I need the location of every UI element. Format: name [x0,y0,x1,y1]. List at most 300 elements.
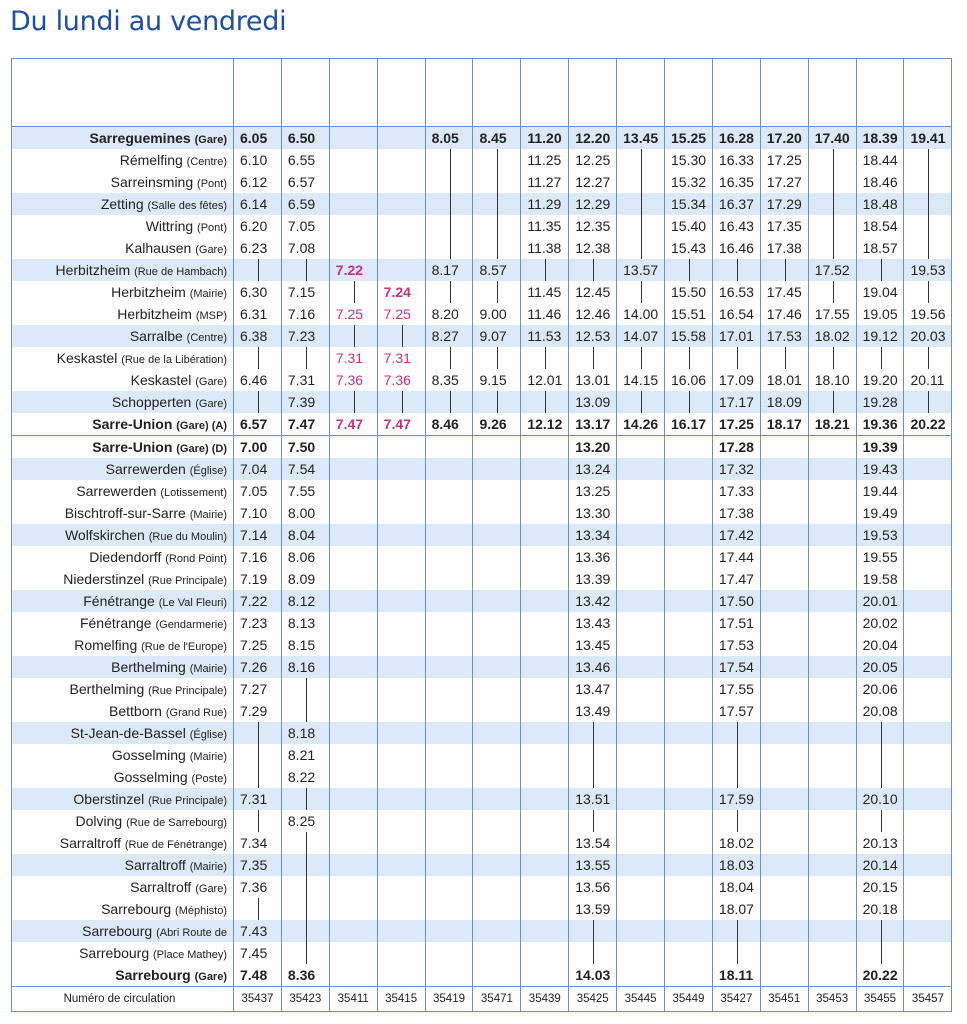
departure-time [760,347,808,369]
departure-time [665,810,713,832]
time-value: 7.16 [287,306,316,322]
departure-time [760,744,808,766]
departure-time [665,722,713,744]
time-value: 13.59 [575,901,611,917]
departure-time [521,193,569,215]
departure-time [281,832,329,854]
time-value: 17.47 [718,571,754,587]
departure-time [856,744,904,766]
stop-place: (Pont) [197,222,227,234]
time-value: 15.43 [671,240,707,256]
departure-time [377,612,425,634]
departure-time [712,480,760,502]
departure-time [712,612,760,634]
departure-time [904,788,952,810]
time-value: 16.35 [718,174,754,190]
departure-time [425,281,473,303]
departure-time [425,744,473,766]
departure-time [473,634,521,656]
departure-time [329,215,377,237]
departure-time [234,546,282,568]
stop-name [12,524,234,546]
departure-time [425,347,473,369]
stop-name [12,325,234,347]
stop-place: (Gare) [195,398,227,410]
departure-time [712,832,760,854]
departure-time [904,347,952,369]
circulation-number: 35415 [377,987,425,1012]
stop-place: (Mairie) [189,751,227,763]
page-title: Du lundi au vendredi [10,6,287,37]
circulation-number: 35455 [856,987,904,1012]
table-row [12,612,952,634]
departure-time [234,325,282,347]
stop-name [12,303,234,325]
departure-time [234,436,282,459]
time-value: 13.17 [575,416,611,432]
circulation-number: 35449 [665,987,713,1012]
time-value: 6.50 [287,130,316,146]
stop-place: (Gendarmerie) [155,619,227,631]
time-value: 7.50 [287,439,316,455]
time-value: 6.30 [240,284,268,300]
departure-time [856,832,904,854]
departure-time [473,744,521,766]
departure-time [377,942,425,964]
time-value: 8.09 [287,571,316,587]
time-value: 14.15 [623,372,659,388]
time-value: 17.42 [718,527,754,543]
time-value: 7.26 [240,659,268,675]
departure-time [521,898,569,920]
time-value: 18.04 [718,879,754,895]
departure-time [712,458,760,480]
departure-time [760,171,808,193]
time-value: 17.25 [718,416,754,432]
departure-time [425,964,473,987]
departure-time [617,810,665,832]
circulation-number: 35451 [760,987,808,1012]
departure-time [904,480,952,502]
departure-time [473,171,521,193]
departure-time [712,215,760,237]
time-value: 12.38 [575,240,611,256]
departure-time [760,898,808,920]
departure-time [377,281,425,303]
time-value: 13.46 [575,659,611,675]
time-value: 7.34 [240,835,268,851]
departure-time [425,524,473,546]
departure-time [808,524,856,546]
time-value: 20.14 [862,857,898,873]
departure-time [760,369,808,391]
departure-time [329,347,377,369]
time-value: 17.44 [718,549,754,565]
departure-time [377,788,425,810]
time-value: 11.53 [527,328,562,344]
departure-time [856,413,904,436]
departure-time [425,546,473,568]
table-row [12,127,952,150]
time-value: 7.25 [383,306,411,322]
departure-time [904,237,952,259]
stop-name [12,215,234,237]
departure-time [760,127,808,150]
departure-time [569,149,617,171]
time-value: 18.10 [814,372,850,388]
departure-time [712,744,760,766]
departure-time [425,634,473,656]
departure-time [808,281,856,303]
time-value: 12.20 [575,130,611,146]
time-value: 18.03 [718,857,754,873]
stop-place: (Rue Principale) [148,795,227,807]
table-row [12,171,952,193]
time-value: 15.58 [671,328,707,344]
time-value: 20.03 [910,328,946,344]
stop-town: Dolving [75,813,123,829]
stop-town: Fénétrange [79,615,152,631]
time-value: 7.43 [240,923,268,939]
departure-time [904,502,952,524]
departure-time [425,436,473,459]
departure-time [665,480,713,502]
stop-name [12,590,234,612]
time-value: 17.09 [718,372,754,388]
stop-name [12,347,234,369]
departure-time [377,325,425,347]
departure-time [856,281,904,303]
time-value: 6.46 [240,372,268,388]
time-value: 17.20 [766,130,802,146]
departure-time [234,413,282,436]
table-row [12,876,952,898]
stop-name [12,942,234,964]
departure-time [808,149,856,171]
departure-time [234,458,282,480]
departure-time [856,524,904,546]
departure-time [760,766,808,788]
time-value: 7.23 [240,615,268,631]
departure-time [904,700,952,722]
stop-name [12,127,234,150]
time-value: 7.04 [240,461,268,477]
time-value: 18.46 [862,174,898,190]
header-cell [760,59,808,127]
departure-time [377,259,425,281]
departure-time [856,568,904,590]
time-value: 18.44 [862,152,898,168]
departure-time [617,303,665,325]
departure-time [425,920,473,942]
departure-time [712,656,760,678]
departure-time [281,193,329,215]
departure-time [234,920,282,942]
departure-time [617,876,665,898]
time-value: 12.01 [527,372,563,388]
departure-time [329,656,377,678]
departure-time [521,303,569,325]
time-value: 7.00 [240,439,268,455]
departure-time [617,634,665,656]
time-value: 6.23 [240,240,268,256]
departure-time [281,480,329,502]
departure-time [473,568,521,590]
stop-name [12,193,234,215]
time-value: 19.12 [862,328,898,344]
departure-time [904,325,952,347]
circulation-number: 35437 [234,987,282,1012]
departure-time [617,678,665,700]
departure-time [904,766,952,788]
departure-time [473,590,521,612]
departure-time [617,215,665,237]
departure-time [329,700,377,722]
time-value: 6.59 [287,196,316,212]
departure-time [329,149,377,171]
time-value: 7.24 [383,284,411,300]
time-value: 20.02 [862,615,898,631]
departure-time [281,766,329,788]
stop-place: (Lotissement) [160,487,227,499]
departure-time [712,281,760,303]
departure-time [521,215,569,237]
departure-time [569,193,617,215]
time-value: 16.28 [718,130,754,146]
time-value: 17.32 [718,461,754,477]
header-cell [617,59,665,127]
time-value: 6.38 [240,328,268,344]
departure-time [856,458,904,480]
time-value: 6.05 [240,130,268,146]
departure-time [760,722,808,744]
departure-time [904,303,952,325]
departure-time [234,810,282,832]
departure-time [377,854,425,876]
time-value: 8.21 [287,747,316,763]
departure-time [234,281,282,303]
stop-place: (Rue du Moulin) [148,531,227,543]
departure-time [808,854,856,876]
departure-time [281,347,329,369]
departure-time [808,458,856,480]
time-value: 13.30 [575,505,611,521]
departure-time [425,215,473,237]
departure-time [425,458,473,480]
departure-time [521,920,569,942]
departure-time [665,171,713,193]
departure-time [473,502,521,524]
time-value: 18.17 [766,416,802,432]
header-cell [425,59,473,127]
time-value: 14.03 [575,967,611,983]
circulation-label: Numéro de circulation [12,987,234,1012]
header-cell [12,59,234,127]
departure-time [521,612,569,634]
time-value: 11.35 [527,218,562,234]
departure-time [234,391,282,413]
departure-time [904,810,952,832]
stop-place: (Gare) [194,134,227,146]
departure-time [665,788,713,810]
stop-name [12,259,234,281]
time-value: 13.20 [575,439,611,455]
departure-time [904,854,952,876]
departure-time [808,303,856,325]
stop-town: Sarraltroff [124,857,186,873]
departure-time [856,303,904,325]
table-row [12,347,952,369]
departure-time [281,502,329,524]
departure-time [329,546,377,568]
departure-time [760,832,808,854]
departure-time [904,942,952,964]
departure-time [856,942,904,964]
stop-name [12,502,234,524]
time-value: 8.25 [287,813,316,829]
departure-time [329,127,377,150]
departure-time [808,656,856,678]
departure-time [712,920,760,942]
departure-time [569,920,617,942]
departure-time [904,964,952,987]
departure-time [521,391,569,413]
departure-time [473,391,521,413]
departure-time [281,127,329,150]
time-value: 8.36 [287,967,316,983]
table-row [12,964,952,987]
time-value: 7.36 [383,372,411,388]
stop-name [12,700,234,722]
departure-time [329,964,377,987]
departure-time [281,458,329,480]
departure-time [665,854,713,876]
time-value: 19.20 [862,372,898,388]
stop-town: Sarreguemines [89,130,191,146]
stop-town: Berthelming [111,659,186,675]
departure-time [856,237,904,259]
departure-time [234,832,282,854]
departure-time [569,942,617,964]
departure-time [329,920,377,942]
departure-time [569,898,617,920]
table-row [12,590,952,612]
stop-name [12,766,234,788]
stop-place: (Centre) [186,156,227,168]
departure-time [808,259,856,281]
departure-time [234,303,282,325]
departure-time [712,193,760,215]
departure-time [521,590,569,612]
stop-name [12,678,234,700]
departure-time [569,612,617,634]
time-value: 18.57 [862,240,898,256]
departure-time [760,193,808,215]
time-value: 8.05 [431,130,459,146]
departure-time [569,700,617,722]
departure-time [617,369,665,391]
stop-name [12,810,234,832]
departure-time [808,832,856,854]
stop-place: (MSP) [195,310,227,322]
departure-time [234,964,282,987]
departure-time [808,634,856,656]
departure-time [569,325,617,347]
departure-time [377,810,425,832]
departure-time [665,964,713,987]
departure-time [760,634,808,656]
stop-name [12,964,234,987]
stop-name [12,413,234,436]
departure-time [473,259,521,281]
departure-time [234,612,282,634]
departure-time [521,744,569,766]
departure-time [904,369,952,391]
departure-time [377,502,425,524]
departure-time [904,678,952,700]
departure-time [473,281,521,303]
departure-time [712,942,760,964]
time-value: 11.46 [527,306,562,322]
departure-time [808,502,856,524]
departure-time [521,722,569,744]
departure-time [808,413,856,436]
time-value: 7.25 [240,637,268,653]
time-value: 7.14 [240,527,268,543]
departure-time [712,413,760,436]
departure-time [808,810,856,832]
departure-time [617,524,665,546]
departure-time [904,458,952,480]
time-value: 13.39 [575,571,611,587]
departure-time [329,303,377,325]
stop-name [12,920,234,942]
departure-time [760,854,808,876]
time-value: 17.55 [814,306,850,322]
table-row [12,920,952,942]
departure-time [617,568,665,590]
departure-time [234,369,282,391]
time-value: 8.18 [287,725,316,741]
time-value: 19.36 [862,416,898,432]
departure-time [329,325,377,347]
departure-time [856,876,904,898]
time-value: 8.46 [431,416,459,432]
departure-time [856,149,904,171]
time-value: 8.16 [287,659,316,675]
time-value: 7.31 [287,372,316,388]
timetable [11,58,952,1012]
stop-town: Fénétrange [83,593,155,609]
departure-time [377,171,425,193]
stop-place: (Le Val Fleuri) [158,597,227,609]
departure-time [425,832,473,854]
header-cell [377,59,425,127]
stop-town: Sarre-Union [92,416,173,432]
departure-time [281,634,329,656]
departure-time [712,171,760,193]
departure-time [808,920,856,942]
table-row [12,788,952,810]
time-value: 18.02 [718,835,754,851]
departure-time [665,391,713,413]
time-value: 7.05 [287,218,316,234]
departure-time [281,920,329,942]
departure-time [856,171,904,193]
departure-time [377,568,425,590]
departure-time [569,766,617,788]
departure-time [760,678,808,700]
